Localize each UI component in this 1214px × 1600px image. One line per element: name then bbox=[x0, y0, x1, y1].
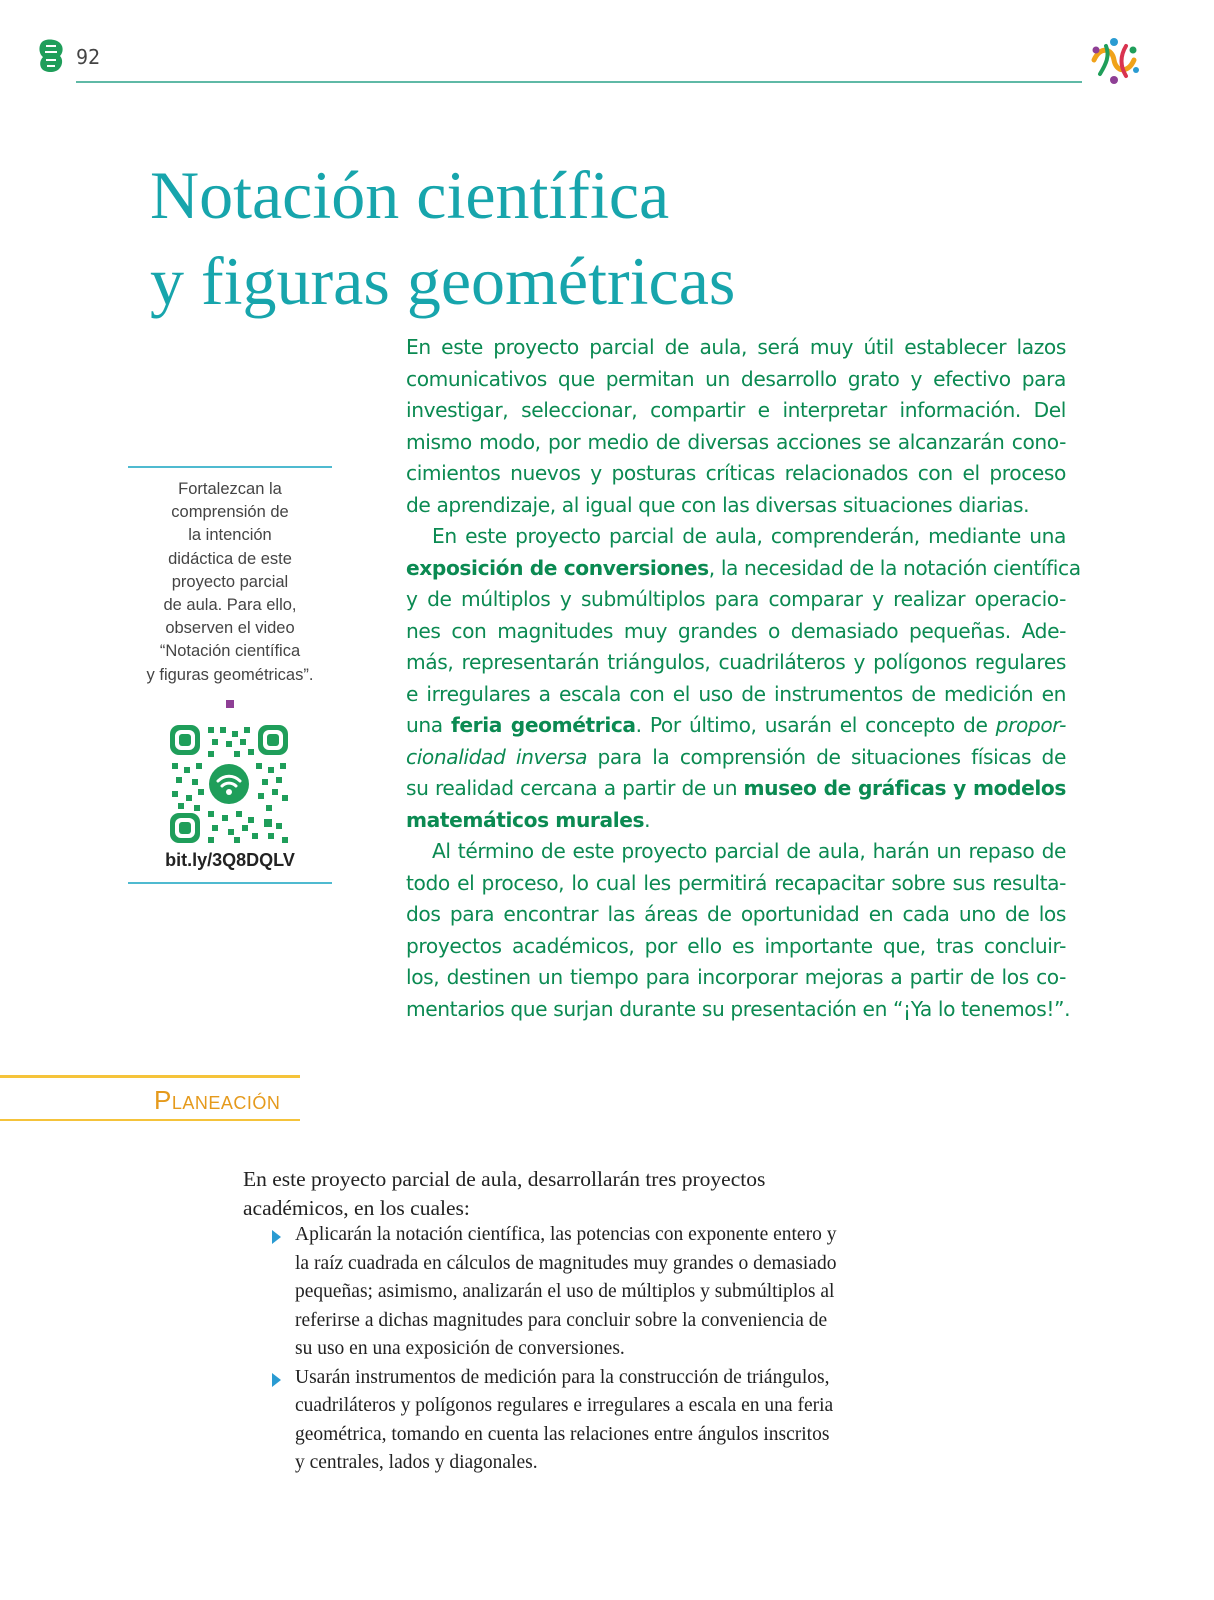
sidebar-note bbox=[128, 478, 332, 687]
text-line: su uso en una exposición de conversiones. bbox=[295, 1338, 625, 1359]
sidebar-line: y figuras geométricas”. bbox=[146, 665, 314, 684]
italic-term: cionalidad inversa bbox=[406, 744, 588, 769]
bold-term: museo de gráficas y modelos bbox=[743, 776, 1067, 800]
text-line: y centrales, lados y diagonales. bbox=[295, 1452, 538, 1473]
text-line: cionalidad inversa para la comprensión de situaciones físicas de bbox=[406, 744, 1066, 769]
text-line: una feria geométrica. Por último, usarán el concepto de propor- bbox=[406, 713, 1066, 737]
text-line: mismo modo, por medio de diversas acciones se alcanzarán cono- bbox=[406, 429, 1066, 454]
text-line: En este proyecto parcial de aula, desarrollarán tres proyectos bbox=[243, 1167, 766, 1191]
planeacion-bottom-rule bbox=[0, 1119, 300, 1121]
text-line: matemáticos murales. bbox=[406, 807, 651, 832]
sidebar-line: “Notación científica bbox=[159, 642, 301, 661]
text-line: referirse a dichas magnitudes para concluir sobre la conveniencia de bbox=[295, 1309, 828, 1331]
title-line: y figuras geométricas bbox=[150, 243, 736, 319]
title-line: Notación científica bbox=[150, 157, 670, 233]
text-line: cuadriláteros y polígonos regulares e irregulares a escala en una feria bbox=[295, 1395, 834, 1416]
text-line: geométrica, tomando en cuenta las relaciones entre ángulos inscritos bbox=[295, 1423, 830, 1445]
sidebar-dot bbox=[226, 700, 234, 708]
sidebar-line: comprensión de bbox=[171, 503, 289, 522]
intro-paragraph bbox=[406, 332, 1066, 521]
planeacion-top-rule bbox=[0, 1075, 300, 1078]
sidebar-line: la intención bbox=[188, 526, 272, 545]
planeacion-intro bbox=[243, 1165, 883, 1223]
text-line: académicos, en los cuales: bbox=[243, 1196, 470, 1220]
text-line: En este proyecto parcial de aula, comprenderán, mediante una bbox=[432, 524, 1066, 548]
text-line: de aprendizaje, al igual que con las diversas situaciones diarias. bbox=[406, 492, 1030, 517]
emblem-icon bbox=[1086, 36, 1142, 86]
text-line: Al término de este proyecto parcial de aula, harán un repaso de bbox=[432, 839, 1066, 863]
bold-term: feria geométrica bbox=[450, 713, 636, 737]
sidebar-line: observen el video bbox=[165, 619, 295, 638]
intro-paragraph bbox=[406, 836, 1071, 1025]
page-title bbox=[150, 152, 735, 324]
text-line: todo el proceso, lo cual les permitirá recapacitar sobre sus resulta- bbox=[406, 870, 1066, 895]
text-line: proyectos académicos, por ello es importante que, tras concluir- bbox=[406, 933, 1066, 958]
text-line: investigar, seleccionar, compartir e interpretar información. Del bbox=[406, 398, 1066, 422]
text-line: Aplicarán la notación científica, las potencias con exponente entero y bbox=[295, 1224, 837, 1245]
bold-term: exposición de conversiones bbox=[406, 555, 709, 580]
sidebar-line: de aula. Para ello, bbox=[163, 596, 297, 615]
qr-link[interactable]: bit.ly/3Q8DQLV bbox=[165, 850, 295, 870]
header-rule bbox=[76, 81, 1082, 83]
sidebar-line: Fortalezcan la bbox=[178, 480, 282, 498]
text-line: Usarán instrumentos de medición para la construcción de triángulos, bbox=[295, 1366, 830, 1388]
text-line: su realidad cercana a partir de un museo de gráficas y modelos bbox=[406, 776, 1067, 800]
list-item bbox=[272, 1364, 912, 1478]
text-line: los, destinen un tiempo para incorporar mejoras a partir de los co- bbox=[406, 965, 1066, 989]
text-line: y de múltiplos y submúltiplos para comparar y realizar operacio- bbox=[406, 587, 1066, 611]
text-line: dos para encontrar las áreas de oportunidad en cada uno de los bbox=[406, 902, 1066, 926]
bold-term: matemáticos murales bbox=[406, 807, 645, 832]
text-line: pequeñas; asimismo, analizarán el uso de múltiplos y submúltiplos al bbox=[295, 1281, 835, 1302]
intro-paragraph bbox=[406, 521, 1081, 836]
planeacion-list bbox=[272, 1221, 912, 1478]
intro-body bbox=[406, 332, 1081, 1025]
text-line: la raíz cuadrada en cálculos de magnitudes muy grandes o demasiado bbox=[295, 1252, 837, 1274]
sidebar-bottom-rule bbox=[128, 882, 332, 884]
text-line: más, representarán triángulos, cuadriláteros y polígonos regulares bbox=[406, 650, 1066, 674]
list-item bbox=[272, 1221, 912, 1364]
text-line: comunicativos que permitan un desarrollo grato y efectivo para bbox=[406, 366, 1066, 391]
italic-term: propor- bbox=[995, 713, 1066, 737]
page-number: 92 bbox=[76, 45, 101, 69]
text-line: cimientos nuevos y posturas críticas relacionados con el proceso bbox=[406, 461, 1066, 485]
text-line: e irregulares a escala con el uso de instrumentos de medición en bbox=[406, 681, 1066, 706]
sidebar-top-rule bbox=[128, 466, 332, 468]
text-line: exposición de conversiones, la necesidad de la notación científica bbox=[406, 555, 1081, 580]
text-line: nes con magnitudes muy grandes o demasiado pequeñas. Ade- bbox=[406, 618, 1066, 643]
qr-code-icon[interactable] bbox=[168, 723, 290, 845]
text-line: mentarios que surjan durante su presentación en “¡Ya lo tenemos!”. bbox=[406, 996, 1071, 1021]
text-line: En este proyecto parcial de aula, será muy útil establecer lazos bbox=[406, 335, 1066, 359]
bullet-triangle-icon bbox=[272, 1373, 281, 1387]
book-logo-icon bbox=[36, 38, 66, 74]
bullet-triangle-icon bbox=[272, 1230, 281, 1244]
sidebar-line: didáctica de este bbox=[168, 549, 292, 568]
planeacion-heading: Planeación bbox=[154, 1085, 281, 1115]
sidebar-line: proyecto parcial bbox=[171, 572, 289, 591]
